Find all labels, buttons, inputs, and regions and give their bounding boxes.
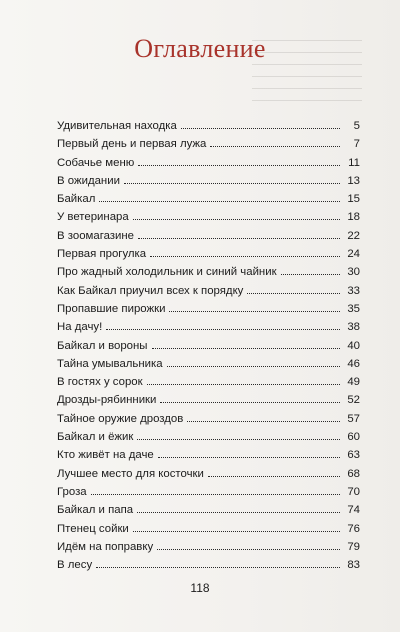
toc-entry[interactable] bbox=[57, 373, 360, 391]
table-of-contents-list bbox=[57, 117, 360, 574]
toc-entry-title: В лесу bbox=[57, 559, 93, 572]
toc-entry-title: В ожидании bbox=[57, 174, 120, 187]
toc-entry[interactable] bbox=[57, 190, 360, 208]
dot-leader bbox=[247, 292, 340, 294]
dot-leader bbox=[106, 328, 340, 330]
toc-entry[interactable] bbox=[57, 428, 360, 446]
dot-leader bbox=[157, 548, 340, 550]
toc-entry[interactable] bbox=[57, 465, 360, 483]
toc-entry-page: 15 bbox=[347, 193, 360, 206]
show-through-line bbox=[252, 100, 362, 101]
toc-entry-page: 70 bbox=[347, 485, 360, 498]
toc-entry[interactable] bbox=[57, 154, 360, 172]
toc-entry-page: 74 bbox=[347, 504, 360, 517]
toc-entry[interactable] bbox=[57, 300, 360, 318]
dot-leader bbox=[91, 493, 340, 495]
show-through-line bbox=[252, 88, 362, 89]
dot-leader bbox=[99, 200, 340, 202]
toc-entry-title: Байкал и ёжик bbox=[57, 431, 134, 444]
toc-entry-page: 60 bbox=[347, 431, 360, 444]
toc-entry-page: 46 bbox=[347, 357, 360, 370]
toc-entry-page: 68 bbox=[347, 467, 360, 480]
toc-entry-title: Про жадный холодильник и синий чайник bbox=[57, 266, 277, 279]
dot-leader bbox=[210, 145, 340, 147]
toc-entry[interactable] bbox=[57, 483, 360, 501]
toc-entry-page: 83 bbox=[347, 559, 360, 572]
toc-entry-page: 49 bbox=[347, 376, 360, 389]
toc-entry-page: 79 bbox=[347, 540, 360, 553]
table-of-contents-heading: Оглавление bbox=[134, 34, 266, 63]
toc-entry-page: 22 bbox=[347, 229, 360, 242]
toc-entry-title: Байкал bbox=[57, 193, 96, 206]
toc-entry-title: Тайное оружие дроздов bbox=[57, 412, 184, 425]
toc-entry-title: Собачье меню bbox=[57, 156, 135, 169]
toc-entry-title: Птенец сойки bbox=[57, 522, 129, 535]
show-through-line bbox=[252, 76, 362, 77]
toc-entry-title: Удивительная находка bbox=[57, 120, 177, 132]
toc-entry[interactable] bbox=[57, 318, 360, 336]
toc-entry[interactable] bbox=[57, 227, 360, 245]
toc-entry-title: Байкал и папа bbox=[57, 504, 134, 517]
toc-entry-page: 30 bbox=[347, 266, 360, 279]
toc-entry-title: У ветеринара bbox=[57, 211, 129, 224]
dot-leader bbox=[133, 530, 340, 532]
toc-entry[interactable] bbox=[57, 520, 360, 538]
dot-leader bbox=[147, 383, 340, 385]
toc-entry[interactable] bbox=[57, 172, 360, 190]
toc-entry[interactable] bbox=[57, 245, 360, 263]
toc-entry-page: 38 bbox=[347, 321, 360, 334]
dot-leader bbox=[208, 475, 340, 477]
toc-entry[interactable] bbox=[57, 135, 360, 153]
toc-entry[interactable] bbox=[57, 355, 360, 373]
toc-entry-title: Первая прогулка bbox=[57, 248, 147, 261]
page-number: 118 bbox=[190, 581, 210, 595]
toc-entry[interactable] bbox=[57, 556, 360, 574]
toc-entry[interactable] bbox=[57, 391, 360, 409]
toc-entry[interactable] bbox=[57, 538, 360, 556]
toc-entry-title: На дачу! bbox=[57, 321, 103, 334]
toc-entry-title: В гостях у сорок bbox=[57, 376, 143, 389]
toc-entry-page: 24 bbox=[347, 248, 360, 261]
dot-leader bbox=[138, 164, 340, 166]
toc-entry-page: 40 bbox=[347, 339, 360, 352]
toc-entry[interactable] bbox=[57, 208, 360, 226]
toc-entry-page: 76 bbox=[347, 522, 360, 535]
dot-leader bbox=[169, 310, 340, 312]
toc-entry-page: 5 bbox=[353, 120, 360, 132]
toc-entry-title: Идём на поправку bbox=[57, 540, 154, 553]
toc-entry[interactable] bbox=[57, 117, 360, 135]
toc-entry-title: Гроза bbox=[57, 485, 87, 498]
dot-leader bbox=[124, 182, 340, 184]
toc-entry-title: Дрозды-рябинники bbox=[57, 394, 157, 407]
toc-entry-page: 11 bbox=[348, 156, 360, 169]
toc-entry-page: 52 bbox=[347, 394, 360, 407]
toc-entry-page: 18 bbox=[347, 211, 360, 224]
toc-entry-title: Кто живёт на даче bbox=[57, 449, 154, 462]
toc-entry[interactable] bbox=[57, 410, 360, 428]
dot-leader bbox=[181, 127, 340, 129]
toc-entry-page: 7 bbox=[353, 138, 360, 151]
toc-entry[interactable] bbox=[57, 501, 360, 519]
toc-entry-page: 57 bbox=[347, 412, 360, 425]
dot-leader bbox=[138, 237, 340, 239]
dot-leader bbox=[133, 218, 340, 220]
toc-entry-page: 33 bbox=[347, 284, 360, 297]
toc-entry-page: 35 bbox=[347, 302, 360, 315]
show-through-line bbox=[252, 64, 362, 65]
toc-entry[interactable] bbox=[57, 337, 360, 355]
toc-entry-page: 63 bbox=[347, 449, 360, 462]
toc-entry[interactable] bbox=[57, 282, 360, 300]
toc-entry-title: Первый день и первая лужа bbox=[57, 138, 207, 151]
toc-entry-title: Пропавшие пирожки bbox=[57, 302, 166, 315]
toc-entry-title: Тайна умывальника bbox=[57, 357, 163, 370]
dot-leader bbox=[158, 456, 340, 458]
toc-entry-title: Лучшее место для косточки bbox=[57, 467, 204, 480]
dot-leader bbox=[281, 273, 340, 275]
dot-leader bbox=[152, 347, 341, 349]
toc-entry-page: 13 bbox=[347, 174, 360, 187]
dot-leader bbox=[160, 401, 340, 403]
dot-leader bbox=[167, 365, 340, 367]
toc-entry-title: В зоомагазине bbox=[57, 229, 135, 242]
dot-leader bbox=[137, 511, 340, 513]
dot-leader bbox=[187, 420, 340, 422]
toc-entry-title: Как Байкал приучил всех к порядку bbox=[57, 284, 244, 297]
toc-entry[interactable] bbox=[57, 263, 360, 281]
dot-leader bbox=[96, 566, 340, 568]
dot-leader bbox=[150, 255, 340, 257]
toc-entry[interactable] bbox=[57, 446, 360, 464]
toc-entry-title: Байкал и вороны bbox=[57, 339, 148, 352]
dot-leader bbox=[137, 438, 340, 440]
